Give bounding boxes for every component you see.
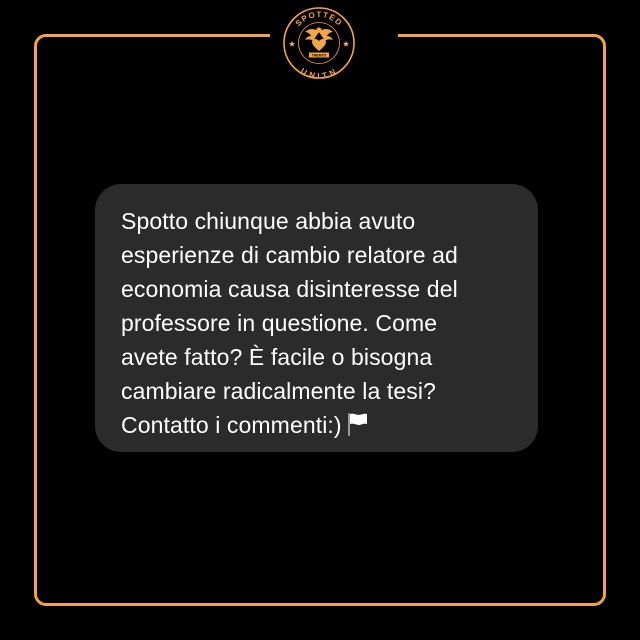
logo-text-bottom: UNITN [299,66,339,80]
white-flag-icon [344,411,370,437]
message-line: esperienze di cambio relatore ad [121,242,458,268]
message-line: avete fatto? È facile o bisogna [121,344,433,370]
message-line: professore in questione. Come [121,310,438,336]
message-line-last-text: Contatto i commenti:) [121,412,342,438]
message-line: economia causa disinteresse del [121,276,458,302]
message-bubble [95,184,538,452]
message-line: cambiare radicalmente la tesi? [121,378,436,404]
spotted-unitn-logo [282,6,356,80]
message-line-last [121,408,514,442]
message-text [121,204,514,442]
logo-ribbon-text: TRENTO [311,53,327,58]
logo-text-top: SPOTTED [293,9,345,29]
message-line: Spotto chiunque abbia avuto [121,208,416,234]
